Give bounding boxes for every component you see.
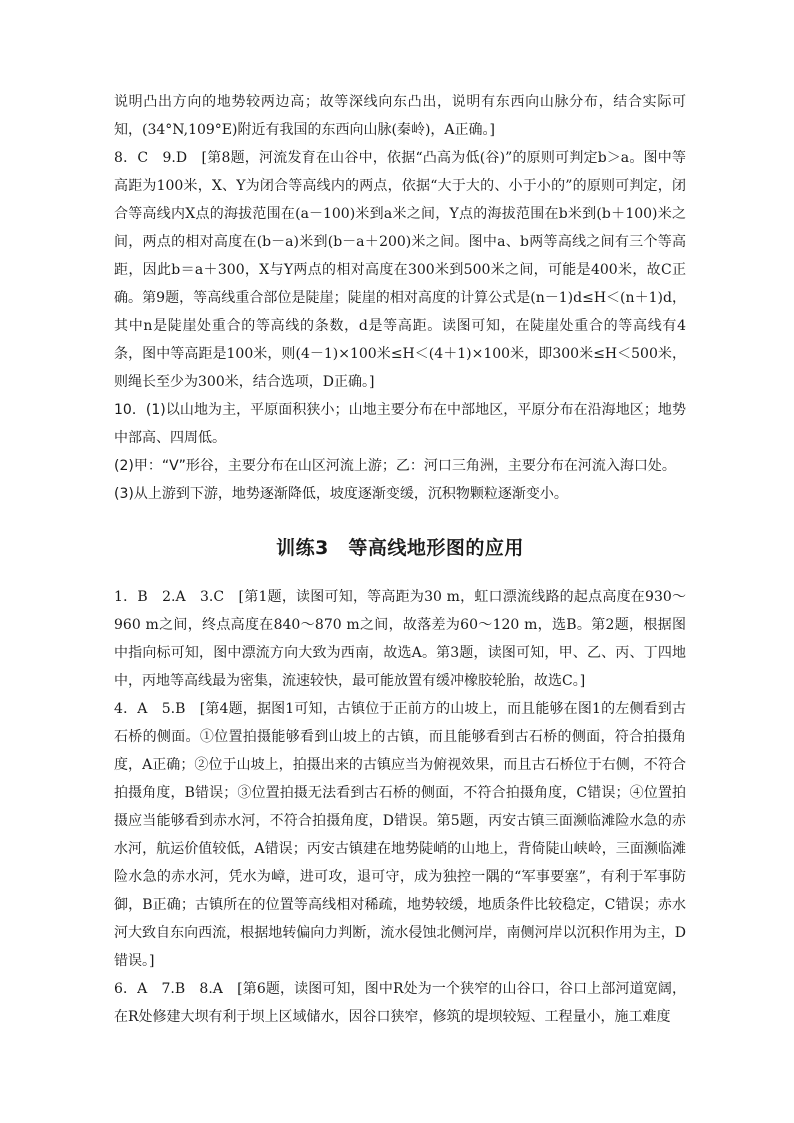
answer-content bbox=[114, 88, 686, 1031]
paragraph-q4-5-answer: 4．A 5.B [第4题，据图1可知，古镇位于正前方的山坡上，而且能够在图1的左侧看到古石桥的侧面。①位置拍摄能够看到山坡上的古镇，而且能够看到古石桥的侧面，符合拍摄角度，A正确；②位于山坡上，拍摄出来的古镇应当为俯视效果，而且古石桥位于右侧，不符合拍摄角度，B错误；③位置拍摄无法看到古石桥的侧面，不符合拍摄角度，C错误；④位置拍摄应当能够看到赤水河，不符合拍摄角度，D错误。第5题，丙安古镇三面濒临滩险水急的赤水河，航运价值较低，A错误；丙安古镇建在地势陡峭的山地上，背倚陡山峡岭，三面濒临滩险水急的赤水河，凭水为嶂，进可攻，退可守，成为独控一隅的“军事要塞”，有利于军事防御，B正确；古镇所在的位置等高线相对稀疏，地势较缓，地质条件比较稳定，C错误；赤水河大致自东向西流，根据地转偏向力判断，流水侵蚀北侧河岸，南侧河岸以沉积作用为主，D错误。] bbox=[114, 701, 686, 969]
paragraph-q10-part3: (3)从上游到下游，地势逐渐降低，坡度逐渐变缓，沉积物颗粒逐渐变小。 bbox=[114, 486, 568, 502]
paragraph-q6-8-answer: 6．A 7.B 8.A [第6题，读图可知，图中R处为一个狭窄的山谷口，谷口上部河道宽阔，在R处修建大坝有利于坝上区域储水，因谷口狭窄，修筑的堤坝较短、工程量小，施工难度 bbox=[114, 981, 686, 1025]
paragraph-q8-9-answer: 8．C 9.D [第8题，河流发育在山谷中，依据“凸高为低(谷)”的原则可判定b＞a。图中等高距为100米，X、Y为闭合等高线内的两点，依据“大于大的、小于小的”的原则可判定，闭合等高线内X点的海拔范围在(a－100)米到a米之间，Y点的海拔范围在b米到(b＋100)米之间，两点的相对高度在(b－a)米到(b－a＋200)米之间。图中a、b两等高线之间有三个等高距，因此b＝a＋300，X与Y两点的相对高度在300米到500米之间，可能是400米，故C正确。第9题，等高线重合部位是陡崖；陡崖的相对高度的计算公式是(n－1)d≤H＜(n＋1)d，其中n是陡崖处重合的等高线的条数，d是等高距。读图可知，在陡崖处重合的等高线有4条，图中等高距是100米，则(4－1)×100米≤H＜(4＋1)×100米，即300米≤H＜500米，则绳长至少为300米，结合选项，D正确。] bbox=[114, 150, 686, 390]
paragraph-q10-part1: 10．(1)以山地为主，平原面积狭小；山地主要分布在中部地区，平原分布在沿海地区；地势中部高、四周低。 bbox=[114, 402, 686, 446]
paragraph-q7-continuation: 说明凸出方向的地势较两边高；故等深线向东凸出，说明有东西向山脉分布，结合实际可知，(34°N,109°E)附近有我国的东西向山脉(秦岭)，A正确。] bbox=[114, 94, 686, 138]
section-title: 训练3 等高线地形图的应用 bbox=[276, 537, 524, 559]
paragraph-q10-part2: (2)甲：“V”形谷，主要分布在山区河流上游；乙：河口三角洲，主要分布在河流入海口处。 bbox=[114, 458, 676, 474]
paragraph-q1-3-answer: 1．B 2.A 3.C [第1题，读图可知，等高距为30 m，虹口漂流线路的起点高度在930～960 m之间，终点高度在840～870 m之间，故落差为60～120 m，选B。第2题，根据图中指向标可知，图中漂流方向大致为西南，故选A。第3题，读图可知，甲、乙、丙、丁四地中，丙地等高线最为密集，流速较快，最可能放置有缓冲橡胶轮胎，故选C。] bbox=[114, 589, 686, 689]
